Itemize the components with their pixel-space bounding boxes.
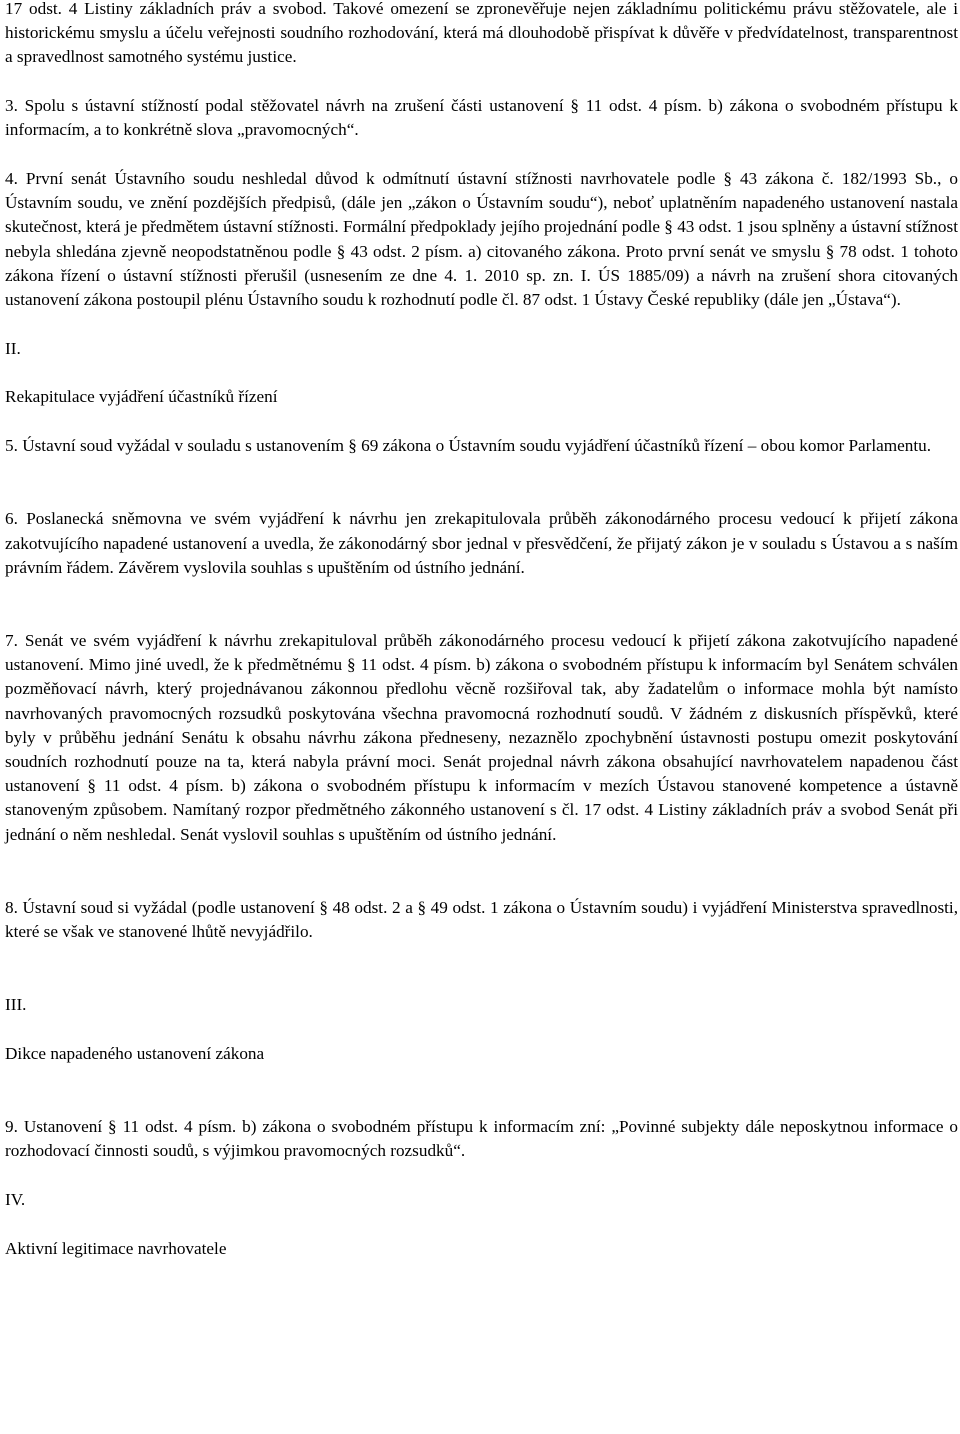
paragraph-intro-continuation: 17 odst. 4 Listiny základních práv a svobod. Takové omezení se zpronevěřuje nejen základnímu politickému právu stěžovatele, ale i historickému smyslu a účelu veřejnosti soudního rozhodování, která má dlouhodobě přispívat k důvěře v předvídatelnost, transparentnost a spravedlnost samotného systému justice. [5, 0, 958, 67]
section-4-number: IV. [5, 1190, 26, 1209]
document-page [5, 0, 958, 1261]
paragraph-6: 6. Poslanecká sněmovna ve svém vyjádření k návrhu jen zrekapitulovala průběh zákonodárného procesu vedoucí k přijetí zákona zakotvujícího napadené ustanovení a uvedla, že zákonodárný sbor jednal v přesvědčení, že přijatý zákon je v souladu s Ústavou a s naším právním řádem. Závěrem vyslovila souhlas s upuštěním od ústního jednání. [5, 509, 958, 577]
section-3-number: III. [5, 995, 27, 1015]
section-2-title: Rekapitulace vyjádření účastníků řízení [5, 387, 278, 407]
paragraph-7: 7. Senát ve svém vyjádření k návrhu zrekapituloval průběh zákonodárného procesu vedoucí k přijetí zákona zakotvujícího napadené ustanovení. Mimo jiné uvedl, že k předmětnému § 11 odst. 4 písm. b) zákona o svobodném přístupu k informacím byl Senátem schválen pozměňovací návrh, který projednávanou zákonnou předlohu věcně rozšiřoval tak, aby žadatelům o informace mohla být namísto navrhovaných pravomocných rozsudků poskytována všechna pravomocná rozhodnutí soudů. V žádném z diskusních příspěvků, které byly v průběhu jednání Senátu k obsahu návrhu zákona předneseny, nezaznělo zpochybnění ústavnosti postupu omezit poskytování soudních rozhodnutí pouze na ta, která nabyla právní moci. Senát projednal návrh zákona obsahující navrhovatelem napadenou část ustanovení § 11 odst. 4 písm. b) zákona o svobodném přístupu k informacím v mezích Ústavou stanovené kompetence a ústavně stanoveným způsobem. Namítaný rozpor předmětného zákonného ustanovení s čl. 17 odst. 4 Listiny základních práv a svobod Senát při jednání o něm neshledal. Senát vyslovil souhlas s upuštěním od ústního jednání. [5, 630, 958, 844]
section-3-title: Dikce napadeného ustanovení zákona [5, 1043, 265, 1063]
paragraph-8: 8. Ústavní soud si vyžádal (podle ustanovení § 48 odst. 2 a § 49 odst. 1 zákona o Ústavním soudu) i vyjádření Ministerstva spravedlnosti, které se však ve stanovené lhůtě nevyjádřilo. [5, 897, 958, 941]
section-2-number: II. [5, 338, 21, 358]
paragraph-5: 5. Ústavní soud vyžádal v souladu s ustanovením § 69 zákona o Ústavním soudu vyjádření účastníků řízení – obou komor Parlamentu. [5, 436, 932, 456]
paragraph-3: 3. Spolu s ústavní stížností podal stěžovatel návrh na zrušení části ustanovení § 11 odst. 4 písm. b) zákona o svobodném přístupu k informacím, a to konkrétně slova „pravomocných“. [5, 96, 958, 140]
paragraph-9: 9. Ustanovení § 11 odst. 4 písm. b) zákona o svobodném přístupu k informacím zní: „Povinné subjekty dále neposkytnou informace o rozhodovací činnosti soudů, s výjimkou pravomocných rozsudků“. [5, 1117, 958, 1161]
section-4-title: Aktivní legitimace navrhovatele [5, 1238, 227, 1258]
paragraph-4: 4. První senát Ústavního soudu neshledal důvod k odmítnutí ústavní stížnosti navrhovatele podle § 43 zákona č. 182/1993 Sb., o Ústavním soudu, ve znění pozdějších předpisů, (dále jen „zákon o Ústavním soudu“), neboť uplatněním napadeného ustanovení nastala skutečnost, která je předmětem ústavní stížnosti. Formální předpoklady jejího projednání podle § 43 odst. 1 jsou splněny a ústavní stížnost nebyla shledána zjevně neopodstatněnou podle § 43 odst. 2 písm. a) citovaného zákona. Proto první senát ve smyslu § 78 odst. 1 tohoto zákona řízení o ústavní stížnosti přerušil (usnesením ze dne 4. 1. 2010 sp. zn. I. ÚS 1885/09) a návrh na zrušení shora citovaných ustanovení zákona postoupil plénu Ústavního soudu k rozhodnutí podle čl. 87 odst. 1 Ústavy České republiky (dále jen „Ústava“). [5, 169, 958, 310]
